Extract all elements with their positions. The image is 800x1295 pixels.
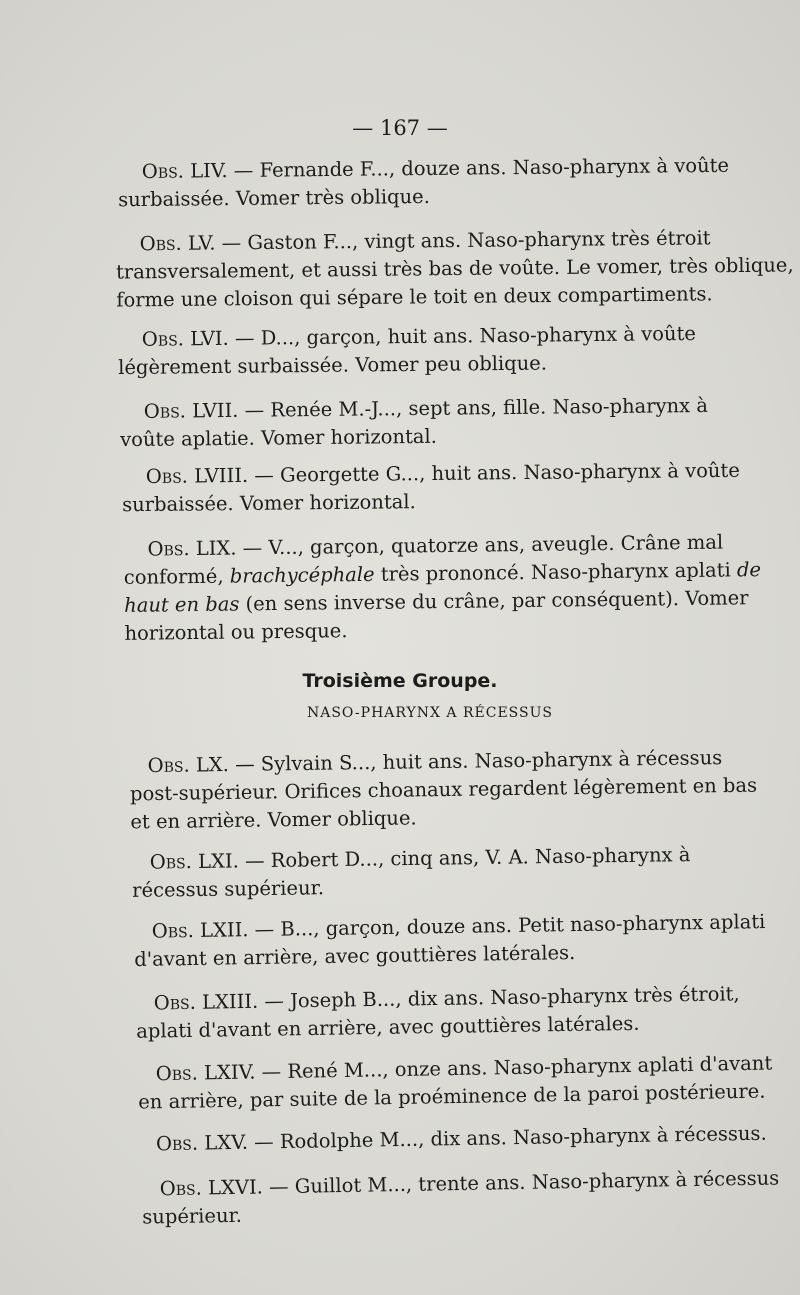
page-number: — 167 —: [352, 116, 448, 140]
observation-label: Obs. LXVI.: [159, 1175, 264, 1201]
observation-text: et en arrière. Vomer oblique.: [130, 806, 417, 834]
observation-text: — Gaston F..., vingt ans. Naso-pharynx très étroit: [221, 226, 711, 255]
observation-italic-term: brachycéphale: [229, 562, 375, 588]
observation-text: — D..., garçon, huit ans. Naso-pharynx à voûte: [234, 321, 697, 350]
observation-label: Obs. LIX.: [147, 536, 237, 561]
observation-text: très prononcé. Naso-pharynx aplati: [374, 558, 738, 586]
observation-text: — Joseph B..., dix ans. Naso-pharynx très étroit,: [264, 982, 740, 1013]
observation-lv: [116, 223, 794, 314]
observation-text: — B..., garçon, douze ans. Petit naso-pharynx aplati: [254, 910, 766, 942]
observation-text: — René M..., onze ans. Naso-pharynx aplati d'avant: [261, 1051, 773, 1084]
observation-text: — Renée M.-J..., sept ans, fille. Naso-pharynx à: [244, 393, 709, 422]
observation-text: forme une cloison qui sépare le toit en deux compartiments.: [116, 282, 713, 312]
observation-lxiv: [138, 1049, 773, 1116]
observation-liv: [118, 152, 730, 214]
observation-text: transversalement, et aussi très bas de voûte. Le vomer, très oblique,: [115, 253, 794, 284]
observation-text: (en sens inverse du crâne, par conséquent). Vomer: [239, 586, 749, 616]
observation-text: — Guillot M..., trente ans. Naso-pharynx à récessus: [268, 1166, 780, 1199]
observation-italic-term: de: [736, 558, 762, 582]
observation-text: surbaissée. Vomer horizontal.: [122, 490, 416, 517]
observation-lx: [129, 744, 757, 837]
observation-lxi: [132, 841, 691, 905]
observation-text: supérieur.: [142, 1203, 243, 1229]
group-subheading: NASO-PHARYNX A RÉCESSUS: [306, 705, 553, 721]
observation-label: Obs. LVI.: [141, 326, 229, 351]
observation-text: en arrière, par suite de la proéminence de la paroi postérieure.: [138, 1079, 766, 1114]
observation-italic-term: haut en bas: [124, 592, 240, 617]
observation-label: Obs. LIV.: [141, 159, 228, 183]
observation-lvi: [118, 320, 697, 382]
observation-text: aplati d'avant en arrière, avec gouttières latérales.: [136, 1011, 640, 1043]
observation-label: Obs. LVIII.: [145, 463, 249, 488]
observation-lix: [123, 528, 762, 648]
observation-text: — Georgette G..., huit ans. Naso-pharynx à voûte: [254, 458, 740, 487]
observation-lxv: [156, 1120, 767, 1159]
observation-label: Obs. LXII.: [151, 918, 249, 943]
observation-text: voûte aplatie. Vomer horizontal.: [120, 424, 438, 452]
observation-label: Obs. LX.: [147, 752, 230, 778]
observation-label: Obs. LXIII.: [153, 989, 259, 1015]
observation-lxiii: [136, 980, 741, 1045]
observation-text: — V..., garçon, quatorze ans, aveugle. Crâne mal: [242, 530, 724, 560]
observation-label: Obs. LVII.: [143, 398, 239, 423]
observation-text: — Rodolphe M..., dix ans. Naso-pharynx à récessus.: [253, 1121, 767, 1154]
observation-text: horizontal ou presque.: [124, 619, 348, 645]
observation-text: — Robert D..., cinq ans, V. A. Naso-pharynx à: [244, 843, 691, 873]
observation-label: Obs. LXI.: [149, 849, 239, 874]
observation-text: légèrement surbaissée. Vomer peu oblique.: [118, 351, 548, 380]
observation-text: — Fernande F..., douze ans. Naso-pharynx à voûte: [233, 153, 730, 182]
observation-text: d'avant en arrière, avec gouttières latérales.: [134, 941, 576, 971]
observation-label: Obs. LXIV.: [155, 1060, 256, 1086]
observation-lxvi: [142, 1164, 780, 1231]
group-heading: Troisième Groupe.: [302, 670, 498, 692]
observation-label: Obs. LXV.: [155, 1130, 249, 1156]
observation-text: post-supérieur. Orifices choanaux regardent légèrement en bas: [129, 773, 758, 806]
observation-text: — Sylvain S..., huit ans. Naso-pharynx à récessus: [234, 746, 723, 776]
observation-text: surbaissée. Vomer très oblique.: [118, 184, 430, 212]
observation-text: conformé,: [123, 564, 230, 589]
observation-lvii: [120, 392, 709, 454]
observation-lviii: [122, 457, 741, 519]
observation-label: Obs. LV.: [139, 231, 216, 256]
observation-lxii: [134, 908, 766, 974]
observation-text: récessus supérieur.: [132, 876, 325, 902]
